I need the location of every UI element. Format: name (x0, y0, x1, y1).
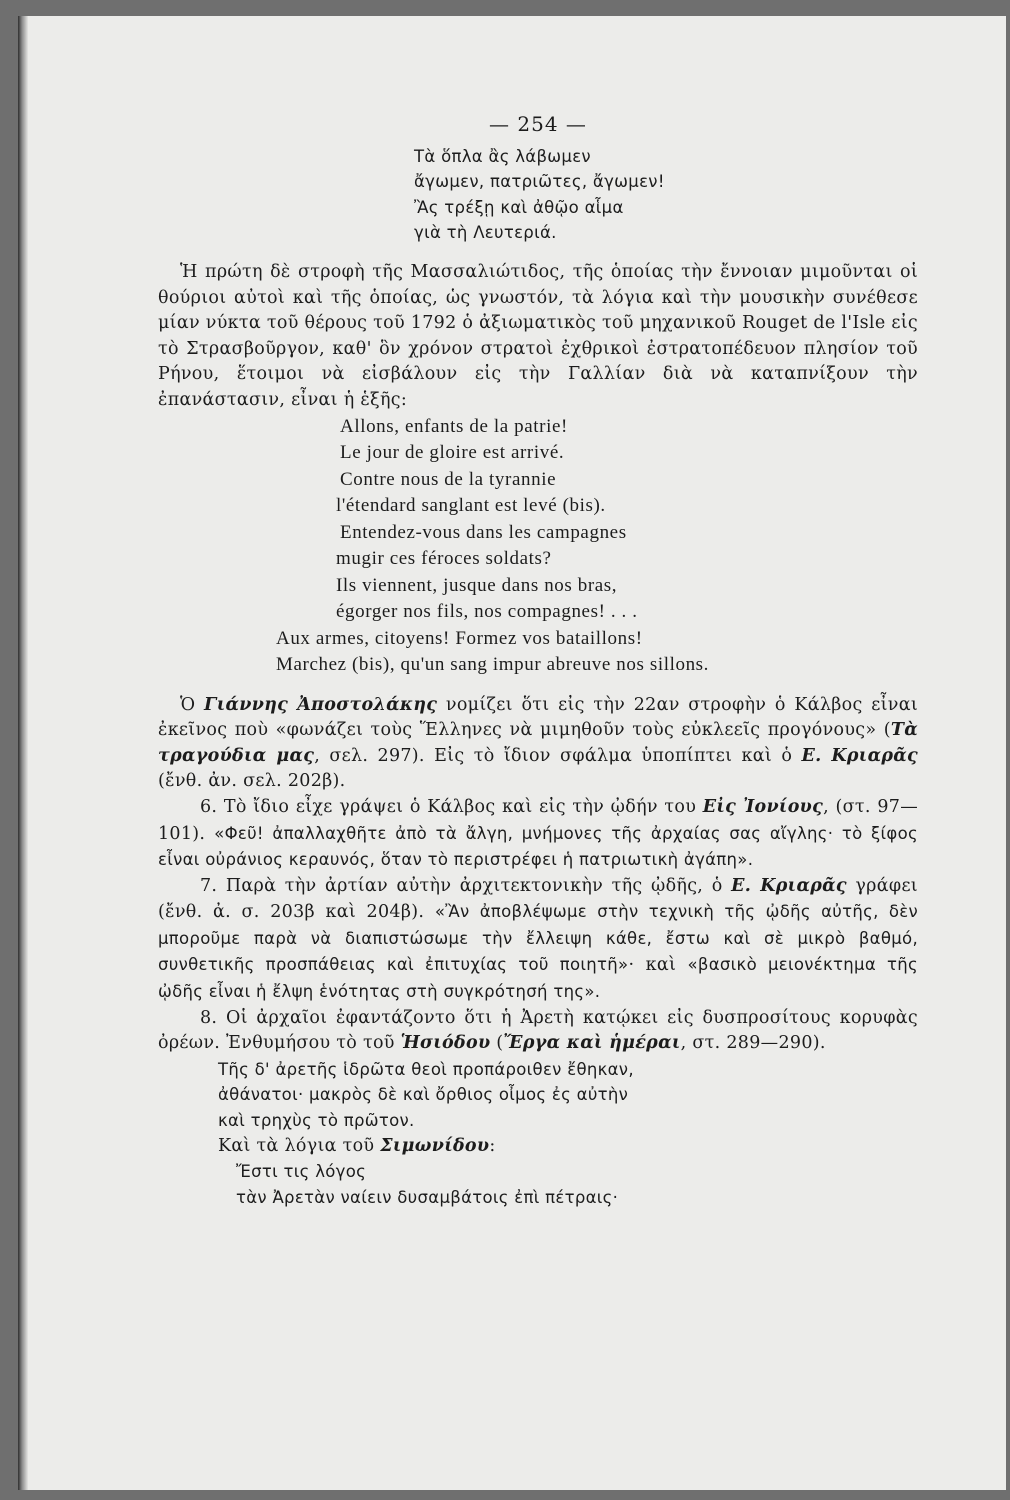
verse-line: mugir ces féroces soldats? (336, 548, 552, 570)
verse-line: Entendez-vous dans les campagnes (340, 521, 627, 543)
note-6 (158, 795, 918, 874)
verse-line: Τὰ ὅπλα ἂς λάβωμεν (414, 146, 591, 166)
verse-line: Le jour de gloire est arrivé. (340, 442, 565, 464)
simonides-intro (158, 1134, 918, 1160)
verse-line: Contre nous de la tyrannie (340, 468, 557, 490)
verse-line: Ils viennent, jusque dans nos bras, (336, 574, 618, 596)
author-name: Σιμωνίδου (380, 1135, 490, 1156)
verse-line: γιὰ τὴ Λευτεριά. (414, 223, 557, 243)
text-run: , στ. 289—290). (680, 1033, 826, 1054)
verse-line: égorger nos fils, nos compagnes! . . . (336, 601, 638, 623)
verse-line: Ἔστι τις λόγος (236, 1162, 367, 1182)
verse-line: Ἂς τρέξῃ καὶ ἀθῷο αἷμα (414, 197, 624, 217)
verse-line: καὶ τρηχὺς τὸ πρῶτον. (218, 1111, 415, 1131)
verse-line: ἀθάνατοι· μακρὸς δὲ καὶ ὄρθιος οἶμος ἐς αὐτὴν (218, 1085, 629, 1105)
marseillaise-intro-paragraph: Ἡ πρώτη δὲ στροφὴ τῆς Μασσαλιώτιδος, τῆς ὁποίας τὴν ἔννοιαν μιμοῦνται οἱ θούριοι αὐτοὶ καὶ τῆς ὁποίας, ὡς γνωστόν, τὰ λόγια καὶ τὴν μουσικὴν συνέθεσε μίαν νύκτα τοῦ θέρους τοῦ 1792 ὁ ἀξιωματικὸς τοῦ μηχανικοῦ Rouget de l'Isle εἰς τὸ Στρασβοῦργον, καθ' ὃν χρόνον στρατοὶ ἐχθρικοὶ ἐστρατοπέδευον πλησίον τοῦ Ρήνου, ἕτοιμοι νὰ εἰσβάλουν εἰς τὴν Γαλλίαν διὰ νὰ καταπνίξουν τὴν ἐπανάστασιν, εἶναι ἡ ἑξῆς: (158, 261, 918, 410)
quotation: «Φεῦ! ἀπαλλαχθῆτε ἀπὸ τὰ ἄλγη, μνήμονες τῆς ἀρχαίας σας αἴγλης· τὸ ξίφος εἶναι οὐράνιος κεραυνός, ὅταν τὸ περιστρέφει ἡ πατριωτικὴ ἀγάπη». (158, 823, 918, 870)
text-run: 7. Παρὰ τὴν ἀρτίαν αὐτὴν ἀρχιτεκτονικὴν τῆς ᾠδῆς, ὁ (200, 875, 732, 896)
verse-line: l'étendard sanglant est levé (bis). (336, 495, 606, 517)
text-run: : (489, 1135, 496, 1156)
verse-line: Aux armes, citoyens! Formez vos bataillons! (276, 627, 643, 649)
verse-line: Allons, enfants de la patrie! (340, 415, 568, 437)
simonides-verse (158, 1159, 918, 1210)
text-run: (ἔνθ. ἀν. σελ. 202β). (158, 771, 346, 792)
verse-line: τὰν Ἀρετὰν ναίειν δυσαμβάτοις ἐπὶ πέτραις· (236, 1187, 619, 1207)
text-run: γράφει (ἔνθ. ἀ. σ. 203β καὶ 204β). (158, 875, 918, 923)
hesiod-verse (158, 1057, 918, 1134)
page-number: — 254 — (489, 112, 587, 136)
text-run: 6. Τὸ ἴδιο εἶχε γράψει ὁ Κάλβος καὶ εἰς τὴν ᾠδήν του (200, 796, 703, 817)
book-page (18, 16, 1006, 1490)
marseillaise-verse (158, 414, 918, 679)
greek-anthem-verse (158, 144, 918, 246)
quotation: «Ἂν ἀποβλέψωμε στὴν τεχνικὴ τῆς ᾠδῆς αὐτῆς, δὲν μποροῦμε παρὰ νὰ διαπιστώσωμε τὴν ἔλλειψη κάθε, ἔστω καὶ σὲ μικρὸ βαθμό, συνθετικῆς προσπάθειας καὶ ἐπιτυχίας τοῦ ποιητῆ» (158, 902, 919, 975)
text-run: νομίζει ὅτι εἰς τὴν 22αν στροφὴν ὁ Κάλβος εἶναι ἐκεῖνος ποὺ «φωνάζει τοὺς Ἕλληνες νὰ μιμηθοῦν τοὺς εὐκλεεῖς προγόνους» ( (158, 694, 919, 741)
author-name: Ε. Κριαρᾶς (801, 745, 918, 766)
text-run: · καὶ (628, 955, 688, 976)
text-run: Καὶ τὰ λόγια τοῦ (218, 1135, 381, 1156)
book-title: Τὰ τραγούδια μας (158, 720, 918, 766)
verse-line: Marchez (bis), qu'un sang impur abreuve nos sillons. (276, 654, 710, 676)
author-name: Ε. Κριαρᾶς (731, 875, 847, 896)
note-8 (158, 1006, 918, 1057)
author-name: Γιάννης Ἀποστολάκης (204, 694, 438, 715)
verse-line: ἄγωμεν, πατριῶτες, ἄγωμεν! (414, 172, 665, 192)
verse-line: Τῆς δ' ἀρετῆς ἱδρῶτα θεοὶ προπάροιθεν ἔθηκαν, (218, 1059, 634, 1079)
text-run: , σελ. 297). Εἰς τὸ ἴδιον σφάλμα ὑποπίπτει καὶ ὁ (314, 745, 802, 766)
quotation: «βασικὸ μειονέκτημα τῆς ᾠδῆς εἶναι ἡ ἔλψη ἑνότητας στὴ συγκρότησή της». (158, 955, 919, 1002)
author-name: Ἡσιόδου (400, 1033, 491, 1054)
text-run: 8. Οἱ ἀρχαῖοι ἐφαντάζοντο ὅτι ἡ Ἀρετὴ κατῴκει εἰς δυσπροσίτους κορυφὰς ὀρέων. Ἐνθυμήσου τὸ τοῦ (158, 1007, 918, 1054)
text-run: , (στ. 97—101). (158, 796, 918, 844)
note-7 (158, 874, 918, 1006)
page-gutter-shadow (18, 16, 28, 1490)
note-apostolakis (158, 693, 918, 795)
book-title: Ἔργα καὶ ἡμέραι (503, 1033, 681, 1054)
text-run: Ὁ (180, 694, 204, 715)
page-content (158, 112, 918, 1210)
text-run: ( (490, 1033, 504, 1054)
poem-title: Εἰς Ἰονίους (702, 796, 824, 817)
